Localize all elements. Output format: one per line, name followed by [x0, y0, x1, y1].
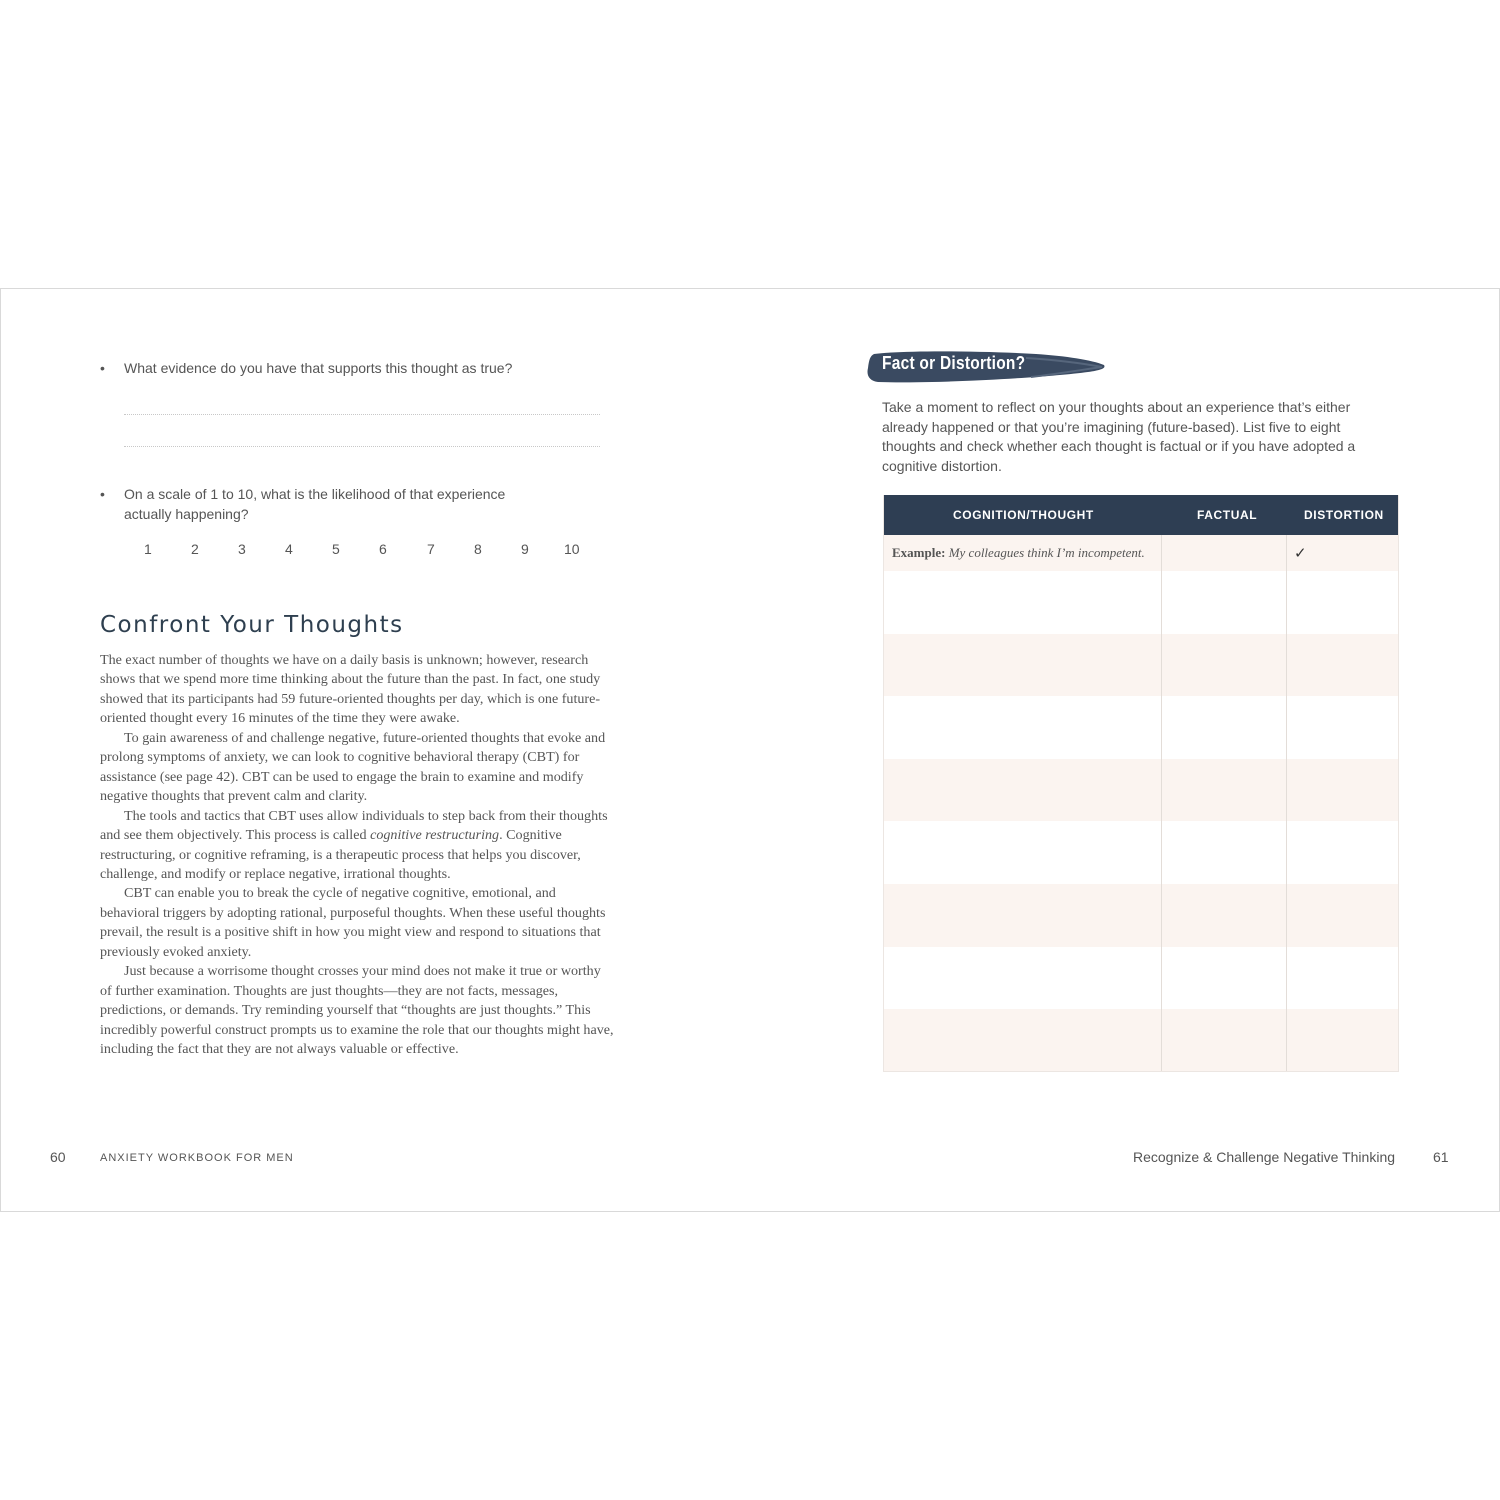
- page-number-right: 61: [1433, 1149, 1449, 1165]
- paragraph: The exact number of thoughts we have on a daily basis is unknown; however, research shows that we spend more time thinking about the future than the past. In fact, one study showed that its participants had 59 future-oriented thoughts per day, which is one future-oriented thought every 16 minutes of the time they were awake.: [100, 652, 601, 727]
- table-row[interactable]: [883, 571, 1399, 634]
- scale-number: 3: [238, 541, 246, 557]
- scale-number: 6: [379, 541, 387, 557]
- scale-number: 5: [332, 541, 340, 557]
- table-row[interactable]: [883, 821, 1399, 884]
- table-row[interactable]: [883, 696, 1399, 759]
- column-header-distortion: DISTORTION: [1304, 508, 1384, 522]
- table-row[interactable]: [883, 759, 1399, 822]
- bullet-evidence-question: [100, 359, 604, 379]
- table-row[interactable]: [883, 947, 1399, 1010]
- example-label: Example:: [892, 545, 946, 560]
- page-number-left: 60: [50, 1149, 66, 1165]
- likelihood-scale: [130, 541, 590, 561]
- paragraph-text: . Cognitive restructuring, or cognitive reframing, is a therapeutic process that helps you discover, challenge, and modify or replace negative, irrational thoughts.: [100, 827, 581, 882]
- table-row[interactable]: [883, 884, 1399, 947]
- scale-number: 1: [144, 541, 152, 557]
- scale-number: 2: [191, 541, 199, 557]
- scale-number: 10: [564, 541, 580, 557]
- column-header-factual: FACTUAL: [1197, 508, 1258, 522]
- answer-line: [124, 446, 600, 447]
- example-thought: My colleagues think I’m incompetent.: [948, 545, 1145, 560]
- example-cell: [892, 545, 1145, 561]
- bullet-text-line2: actually happening?: [124, 505, 249, 522]
- paragraph-text: The tools and tactics that CBT uses allow individuals to step back from their thoughts and see them objectively. This process is called: [100, 807, 608, 844]
- bullet-dot: •: [100, 360, 105, 376]
- instructions-text: Take a moment to reflect on your thoughts about an experience that’s either already happened or that you’re imagining (future-based). List five to eight thoughts and check whether each thought is factual or if you have adopted a cognitive distortion.: [882, 399, 1356, 474]
- table-row-example: [883, 535, 1399, 571]
- paragraph: To gain awareness of and challenge negative, future-oriented thoughts that evoke and prolong symptoms of anxiety, we can look to cognitive behavioral therapy (CBT) for assistance (see page 42). CBT can be used to engage the brain to examine and modify negative thoughts that prevent calm and clarity.: [100, 729, 606, 805]
- paragraph: CBT can enable you to break the cycle of negative cognitive, emotional, and behavioral triggers by adopting rational, purposeful thoughts. When these useful thoughts prevail, the result is a positive shift in how you might view and respond to situations that previously evoked anxiety.: [100, 885, 606, 960]
- box-title: Fact or Distortion?: [882, 353, 1026, 373]
- scale-number: 7: [427, 541, 435, 557]
- emphasized-term: cognitive restructuring: [370, 827, 500, 844]
- checkmark-icon: ✓: [1294, 545, 1307, 562]
- table-header: [883, 495, 1399, 535]
- answer-line: [124, 414, 600, 415]
- bullet-likelihood-question: [100, 485, 604, 524]
- paragraph: [100, 807, 614, 885]
- section-title: Confront Your Thoughts: [100, 612, 404, 638]
- scale-number: 4: [285, 541, 293, 557]
- column-divider: [1161, 535, 1162, 1072]
- bullet-dot: •: [100, 486, 105, 502]
- running-head-right: Recognize & Challenge Negative Thinking: [1133, 1149, 1396, 1165]
- column-divider: [1286, 535, 1287, 1072]
- thought-table: [883, 495, 1399, 1072]
- scale-number: 9: [521, 541, 529, 557]
- paragraph: Just because a worrisome thought crosses your mind does not make it true or worthy of further examination. Thoughts are just thoughts—they are not facts, messages, predictions, or demands. Try reminding yourself that “thoughts are just thoughts.” This incredibly powerful construct prompts us to examine the role that our thoughts might have, including the fact that they are not always valuable or effective.: [100, 963, 614, 1058]
- bullet-text-line1: On a scale of 1 to 10, what is the likelihood of that experience: [124, 486, 506, 502]
- body-text: [100, 651, 614, 1060]
- bullet-text: What evidence do you have that supports this thought as true?: [124, 360, 513, 376]
- table-row[interactable]: [883, 1009, 1399, 1072]
- column-header-cognition: COGNITION/THOUGHT: [953, 508, 1094, 522]
- running-head-left: ANXIETY WORKBOOK FOR MEN: [100, 1152, 294, 1164]
- scale-number: 8: [474, 541, 482, 557]
- table-row[interactable]: [883, 634, 1399, 697]
